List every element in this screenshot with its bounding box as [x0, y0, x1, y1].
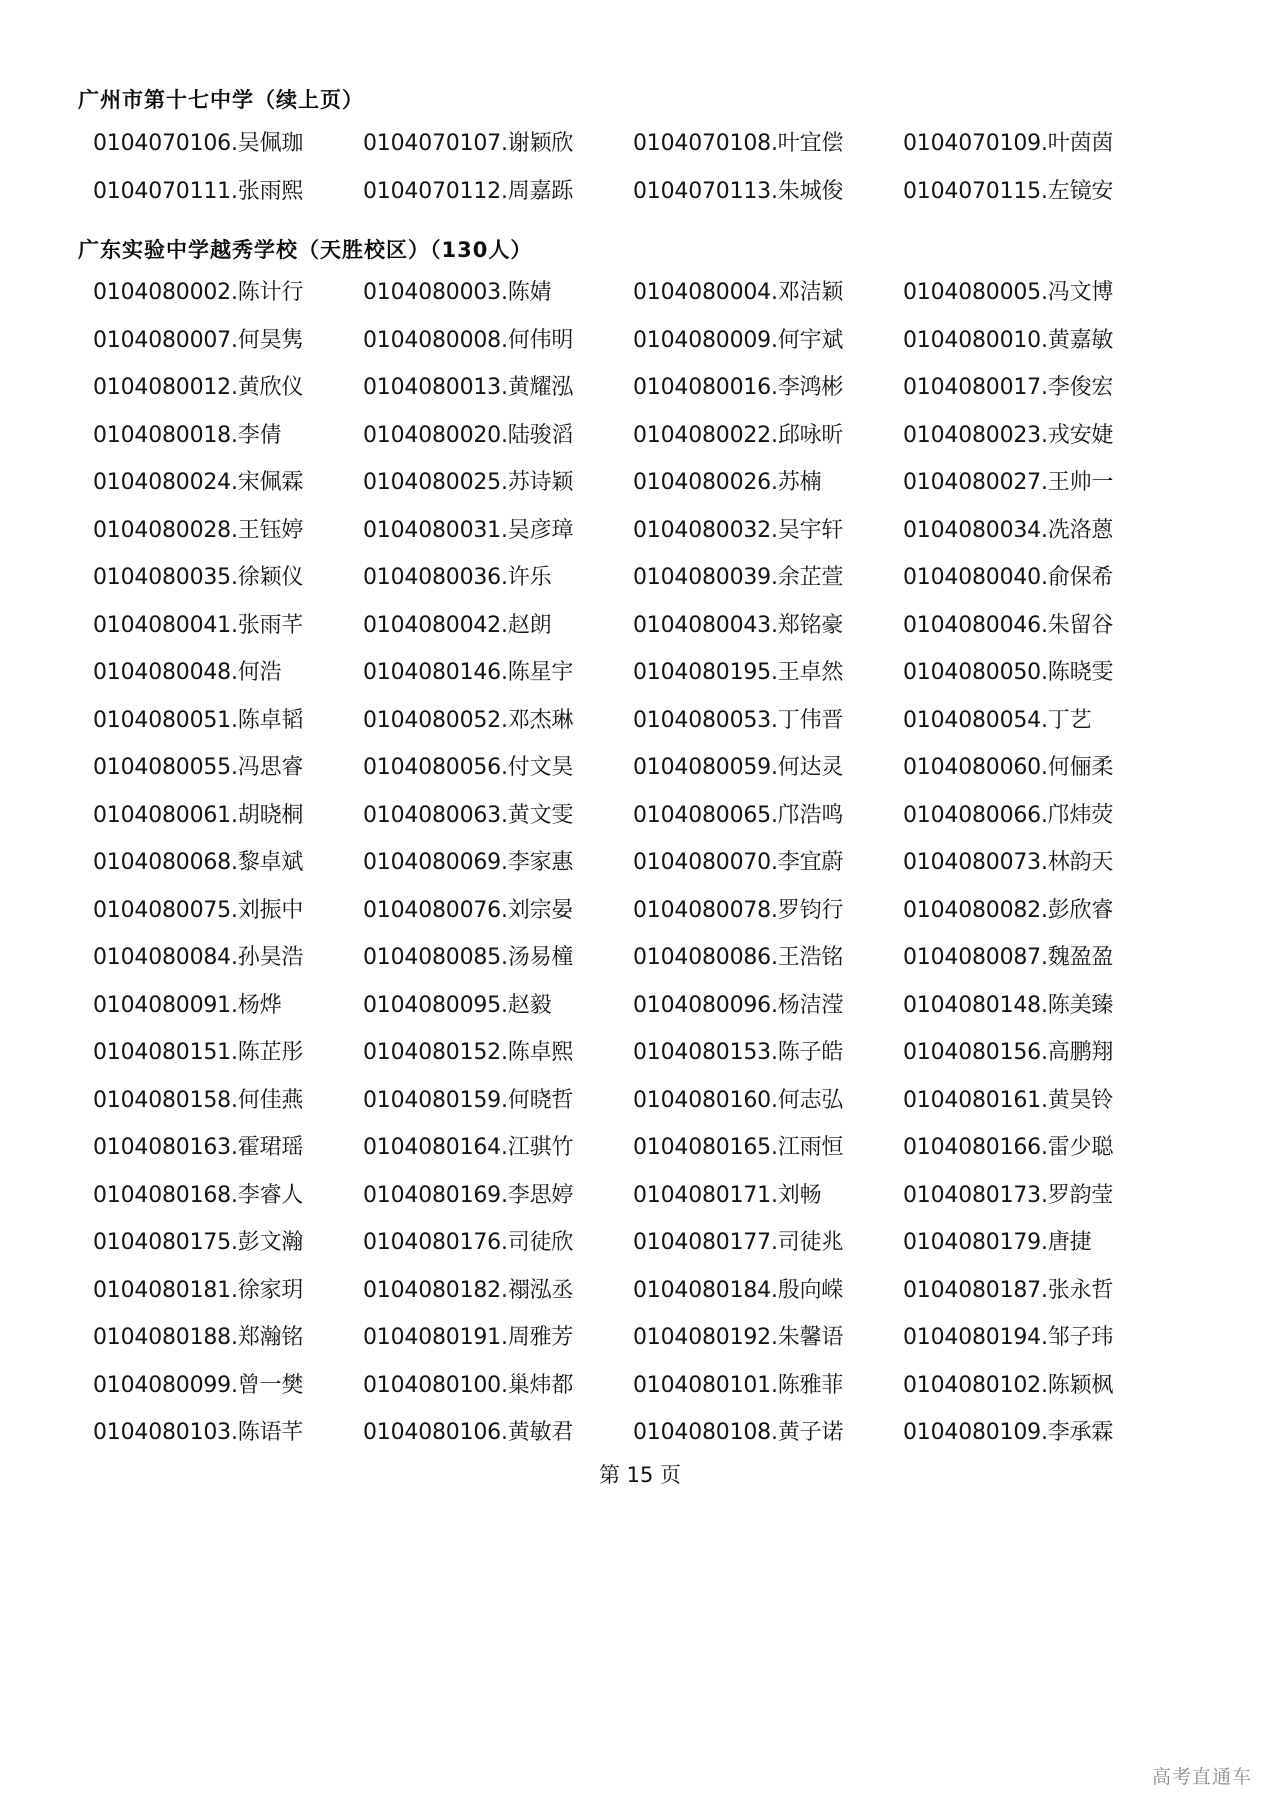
student-entry: 0104080056.付文昊	[363, 755, 574, 781]
student-entry: 0104080018.李倩	[93, 422, 282, 448]
student-entry: 0104080055.冯思睿	[93, 755, 304, 781]
student-entry: 0104080152.陈卓熙	[363, 1040, 574, 1066]
student-entry: 0104080165.江雨恒	[633, 1135, 844, 1161]
student-entry: 0104080013.黄耀泓	[363, 375, 574, 401]
student-entry: 0104080051.陈卓韬	[93, 707, 304, 733]
student-entry: 0104080007.何昊隽	[93, 327, 304, 353]
student-entry: 0104080173.罗韵莹	[903, 1182, 1114, 1208]
student-list	[93, 267, 1193, 1455]
student-entry: 0104080164.江骐竹	[363, 1135, 574, 1161]
student-entry: 0104070113.朱城俊	[633, 178, 844, 204]
student-entry: 0104070109.叶茵茵	[903, 131, 1114, 157]
student-entry: 0104080146.陈星宇	[363, 660, 574, 686]
list-row	[93, 1075, 1193, 1123]
student-entry: 0104080028.王钰婷	[93, 517, 304, 543]
student-list	[93, 118, 1193, 213]
student-entry: 0104080024.宋佩霖	[93, 470, 304, 496]
student-entry: 0104080103.陈语芊	[93, 1420, 304, 1446]
list-row	[93, 1407, 1193, 1455]
student-entry: 0104080020.陆骏滔	[363, 422, 574, 448]
list-row	[93, 552, 1193, 600]
list-row	[93, 1312, 1193, 1360]
student-entry: 0104080082.彭欣睿	[903, 897, 1114, 923]
student-entry: 0104070111.张雨熙	[93, 178, 304, 204]
list-row	[93, 362, 1193, 410]
student-entry: 0104080041.张雨芊	[93, 612, 304, 638]
list-row	[93, 1027, 1193, 1075]
student-entry: 0104080035.徐颖仪	[93, 565, 304, 591]
list-row	[93, 315, 1193, 363]
student-entry: 0104080085.汤易橦	[363, 945, 574, 971]
list-row	[93, 790, 1193, 838]
list-row	[93, 932, 1193, 980]
student-entry: 0104080026.苏楠	[633, 470, 822, 496]
student-entry: 0104080151.陈芷彤	[93, 1040, 304, 1066]
student-entry: 0104080194.邹子玮	[903, 1325, 1114, 1351]
list-row	[93, 267, 1193, 315]
student-entry: 0104080175.彭文瀚	[93, 1230, 304, 1256]
student-entry: 0104080086.王浩铭	[633, 945, 844, 971]
student-entry: 0104080182.禤泓丞	[363, 1277, 574, 1303]
student-entry: 0104080050.陈晓雯	[903, 660, 1114, 686]
student-entry: 0104080039.余芷萱	[633, 565, 844, 591]
student-entry: 0104080171.刘畅	[633, 1182, 822, 1208]
student-entry: 0104080068.黎卓斌	[93, 850, 304, 876]
student-entry: 0104080188.郑瀚铭	[93, 1325, 304, 1351]
student-entry: 0104080023.戎安婕	[903, 422, 1114, 448]
student-entry: 0104080191.周雅芳	[363, 1325, 574, 1351]
list-row	[93, 1265, 1193, 1313]
student-entry: 0104080046.朱留谷	[903, 612, 1114, 638]
list-row	[93, 1170, 1193, 1218]
student-entry: 0104080065.邝浩鸣	[633, 802, 844, 828]
student-entry: 0104080087.魏盈盈	[903, 945, 1114, 971]
section-title: 广州市第十七中学（续上页）	[78, 88, 364, 112]
list-row	[93, 1360, 1193, 1408]
list-row	[93, 695, 1193, 743]
student-entry: 0104080163.霍珺瑶	[93, 1135, 304, 1161]
student-entry: 0104080075.刘振中	[93, 897, 304, 923]
student-entry: 0104080031.吴彦璋	[363, 517, 574, 543]
student-entry: 0104080073.林韵天	[903, 850, 1114, 876]
student-entry: 0104080181.徐家玥	[93, 1277, 304, 1303]
student-entry: 0104080060.何俪柔	[903, 755, 1114, 781]
student-entry: 0104080036.许乐	[363, 565, 552, 591]
student-entry: 0104080027.王帅一	[903, 470, 1114, 496]
student-entry: 0104080022.邱咏昕	[633, 422, 844, 448]
list-row	[93, 118, 1193, 166]
student-entry: 0104080106.黄敏君	[363, 1420, 574, 1446]
student-entry: 0104080042.赵朗	[363, 612, 552, 638]
student-entry: 0104080003.陈婧	[363, 280, 552, 306]
student-entry: 0104080156.高鹏翔	[903, 1040, 1114, 1066]
student-entry: 0104080159.何晓哲	[363, 1087, 574, 1113]
student-entry: 0104080158.何佳燕	[93, 1087, 304, 1113]
student-entry: 0104080009.何宇斌	[633, 327, 844, 353]
student-entry: 0104080043.郑铭豪	[633, 612, 844, 638]
section-title: 广东实验中学越秀学校（天胜校区）（130人）	[78, 238, 533, 262]
list-row	[93, 457, 1193, 505]
student-entry: 0104070107.谢颖欣	[363, 131, 574, 157]
student-entry: 0104080053.丁伟晋	[633, 707, 844, 733]
student-entry: 0104080177.司徒兆	[633, 1230, 844, 1256]
student-entry: 0104080005.冯文博	[903, 280, 1114, 306]
student-entry: 0104080048.何浩	[93, 660, 282, 686]
student-entry: 0104080148.陈美臻	[903, 992, 1114, 1018]
student-entry: 0104080070.李宜蔚	[633, 850, 844, 876]
student-entry: 0104070106.吴佩珈	[93, 131, 304, 157]
student-entry: 0104080166.雷少聪	[903, 1135, 1114, 1161]
student-entry: 0104080184.殷向嵘	[633, 1277, 844, 1303]
student-entry: 0104080169.李思婷	[363, 1182, 574, 1208]
page-number: 第 15 页	[598, 1463, 682, 1487]
list-row	[93, 1217, 1193, 1265]
student-entry: 0104080102.陈颖枫	[903, 1372, 1114, 1398]
student-entry: 0104080076.刘宗晏	[363, 897, 574, 923]
student-entry: 0104080195.王卓然	[633, 660, 844, 686]
student-entry: 0104070112.周嘉跞	[363, 178, 574, 204]
student-entry: 0104080054.丁艺	[903, 707, 1092, 733]
student-entry: 0104080160.何志弘	[633, 1087, 844, 1113]
student-entry: 0104080101.陈雅菲	[633, 1372, 844, 1398]
student-entry: 0104080052.邓杰琳	[363, 707, 574, 733]
student-entry: 0104080078.罗钧行	[633, 897, 844, 923]
list-row	[93, 505, 1193, 553]
student-entry: 0104080095.赵毅	[363, 992, 552, 1018]
list-row	[93, 600, 1193, 648]
student-entry: 0104080099.曾一樊	[93, 1372, 304, 1398]
student-entry: 0104080040.俞保希	[903, 565, 1114, 591]
student-entry: 0104080066.邝炜荧	[903, 802, 1114, 828]
student-entry: 0104080012.黄欣仪	[93, 375, 304, 401]
student-entry: 0104080017.李俊宏	[903, 375, 1114, 401]
student-entry: 0104070108.叶宜偿	[633, 131, 844, 157]
student-entry: 0104080034.冼洛蒽	[903, 517, 1114, 543]
list-row	[93, 410, 1193, 458]
student-entry: 0104080010.黄嘉敏	[903, 327, 1114, 353]
list-row	[93, 647, 1193, 695]
student-entry: 0104080002.陈计行	[93, 280, 304, 306]
student-entry: 0104080063.黄文雯	[363, 802, 574, 828]
student-entry: 0104080004.邓洁颖	[633, 280, 844, 306]
student-entry: 0104080168.李睿人	[93, 1182, 304, 1208]
student-entry: 0104080187.张永哲	[903, 1277, 1114, 1303]
student-entry: 0104080091.杨烨	[93, 992, 282, 1018]
student-entry: 0104080032.吴宇轩	[633, 517, 844, 543]
list-row	[93, 1122, 1193, 1170]
watermark: 高考直通车	[1151, 1766, 1252, 1788]
student-entry: 0104080192.朱馨语	[633, 1325, 844, 1351]
list-row	[93, 980, 1193, 1028]
student-entry: 0104080096.杨洁滢	[633, 992, 844, 1018]
student-entry: 0104080016.李鸿彬	[633, 375, 844, 401]
student-entry: 0104080176.司徒欣	[363, 1230, 574, 1256]
student-entry: 0104080161.黄昊铃	[903, 1087, 1114, 1113]
student-entry: 0104080179.唐捷	[903, 1230, 1092, 1256]
list-row	[93, 885, 1193, 933]
student-entry: 0104080059.何达灵	[633, 755, 844, 781]
student-entry: 0104070115.左镜安	[903, 178, 1114, 204]
student-entry: 0104080153.陈子皓	[633, 1040, 844, 1066]
student-entry: 0104080100.巢炜都	[363, 1372, 574, 1398]
student-entry: 0104080109.李承霖	[903, 1420, 1114, 1446]
list-row	[93, 742, 1193, 790]
list-row	[93, 837, 1193, 885]
student-entry: 0104080069.李家惠	[363, 850, 574, 876]
student-entry: 0104080084.孙昊浩	[93, 945, 304, 971]
student-entry: 0104080008.何伟明	[363, 327, 574, 353]
list-row	[93, 166, 1193, 214]
student-entry: 0104080108.黄子诺	[633, 1420, 844, 1446]
student-entry: 0104080025.苏诗颖	[363, 470, 574, 496]
student-entry: 0104080061.胡晓桐	[93, 802, 304, 828]
